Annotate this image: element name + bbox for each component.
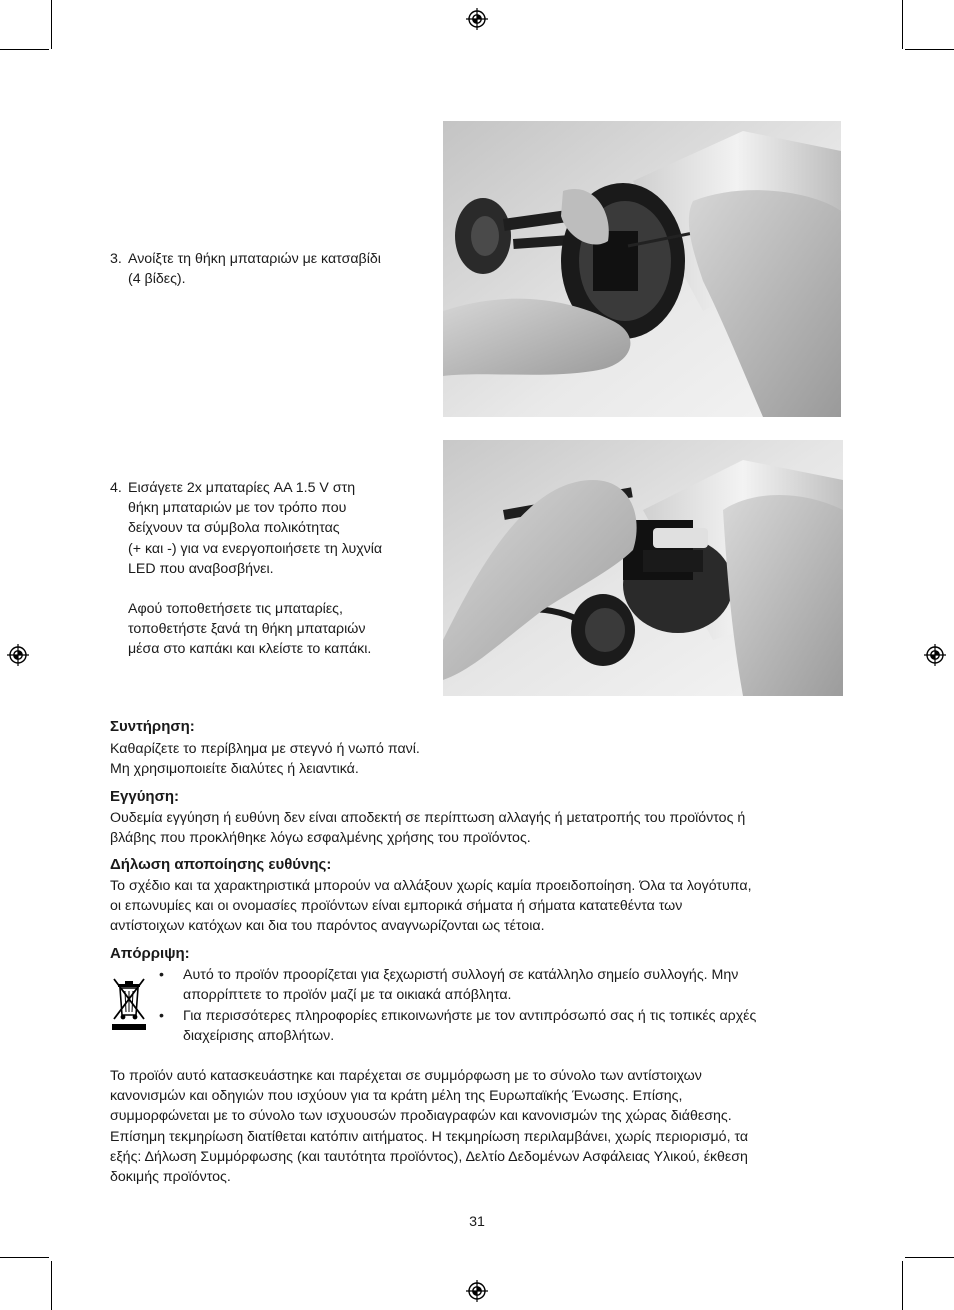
compliance-statement xyxy=(110,1066,850,1187)
registration-mark-icon xyxy=(7,644,29,666)
section-body-maintenance xyxy=(110,739,850,779)
step-3 xyxy=(110,249,430,293)
section-title-warranty: Εγγύηση: xyxy=(110,788,180,805)
list-item xyxy=(183,965,843,1005)
registration-mark-icon xyxy=(466,8,488,30)
list-item xyxy=(183,1006,843,1046)
step-text-line: θήκη μπαταριών με τον τρόπο που xyxy=(128,500,347,517)
text-line: Για περισσότερες πληροφορίες επικοινωνήστε με τον αντιπρόσωπό σας ή τις τοπικές αρχές xyxy=(183,1008,757,1024)
step-text-line: δείχνουν τα σύμβολα πολικότητας xyxy=(128,520,340,537)
text-line: Το προϊόν αυτό κατασκευάστηκε και παρέχεται σε συμμόρφωση με το σύνολο των αντίστοιχων xyxy=(110,1068,702,1084)
step-number: 4. xyxy=(110,480,122,496)
section-body-disclaimer xyxy=(110,876,850,937)
crop-mark xyxy=(0,49,49,50)
text-line: συμμορφώνεται με το σύνολο των ισχυουσών προδιαγραφών και κανονισμών της χώρας διάθεσης. xyxy=(110,1108,732,1125)
crop-mark xyxy=(0,1257,49,1258)
step-4 xyxy=(110,478,440,582)
text-line: δοκιμής προϊόντος. xyxy=(110,1169,231,1186)
registration-mark-icon xyxy=(466,1280,488,1302)
text-line: κανονισμών και οδηγιών που ισχύουν για τα κράτη μέλη της Ευρωπαϊκής Ένωσης. Επίσης, xyxy=(110,1088,683,1105)
note-line: τοποθετήστε ξανά τη θήκη μπαταριών xyxy=(128,621,366,638)
section-body-warranty xyxy=(110,808,850,848)
step-text-line: (4 βίδες). xyxy=(128,271,186,288)
crop-mark xyxy=(51,0,52,49)
section-title-disclaimer: Δήλωση αποποίησης ευθύνης: xyxy=(110,856,332,873)
page-number: 31 xyxy=(469,1214,485,1230)
note-line: μέσα στο καπάκι και κλείστε το καπάκι. xyxy=(128,641,372,658)
text-line: Αυτό το προϊόν προορίζεται για ξεχωριστή συλλογή σε κατάλληλο σημείο συλλογής. Μην xyxy=(183,967,739,983)
text-line: Μη χρησιμοποιείτε διαλύτες ή λειαντικά. xyxy=(110,761,359,778)
step-text-line: Εισάγετε 2x μπαταρίες AA 1.5 V στη xyxy=(128,480,356,496)
text-line: οι επωνυμίες και οι ονομασίες προϊόντων είναι εμπορικά σήματα ή σήματα κατατεθέντα των xyxy=(110,898,683,915)
step-text-line: (+ και -) για να ενεργοποιήσετε τη λυχνία xyxy=(128,540,383,557)
text-line: Το σχέδιο και τα χαρακτηριστικά μπορούν να αλλάξουν χωρίς καμία προειδοποίηση. Όλα τα λογότυπα, xyxy=(110,878,752,894)
bullet-marker: • xyxy=(159,1008,164,1024)
step-4-note xyxy=(128,599,448,661)
crop-mark xyxy=(902,1261,903,1310)
text-line: Καθαρίζετε το περίβλημα με στεγνό ή νωπό πανί. xyxy=(110,741,420,757)
text-line: απορρίπτετε το προϊόν μαζί με τα οικιακά απόβλητα. xyxy=(183,987,512,1004)
text-line: βλάβης που προκλήθηκε λόγω εσφαλμένης χρήσης του προϊόντος. xyxy=(110,830,531,847)
section-title-maintenance: Συντήρηση: xyxy=(110,718,195,735)
photo-open-battery-case xyxy=(443,121,841,417)
step-text-line: LED που αναβοσβήνει. xyxy=(128,560,274,577)
text-line: αντίστοιχων κατόχων και δια του παρόντος αναγνωρίζονται ως τέτοια. xyxy=(110,918,545,935)
bullet-marker: • xyxy=(159,967,164,983)
text-line: Ουδεμία εγγύηση ή ευθύνη δεν είναι αποδεκτή σε περίπτωση αλλαγής ή μετατροπής του προϊόντος ή xyxy=(110,810,746,826)
crop-mark xyxy=(902,0,903,49)
note-line: Αφού τοποθετήσετε τις μπαταρίες, xyxy=(128,601,343,617)
section-title-disposal: Απόρριψη: xyxy=(110,945,190,962)
registration-mark-icon xyxy=(924,644,946,666)
crop-mark xyxy=(905,49,954,50)
crop-mark xyxy=(905,1257,954,1258)
photo-insert-batteries xyxy=(443,440,843,696)
text-line: εξής: Δήλωση Συμμόρφωσης (και ταυτότητα προϊόντος), Δελτίο Δεδομένων Ασφάλειας Υλικού, έκθεση xyxy=(110,1148,748,1165)
text-line: διαχείρισης αποβλήτων. xyxy=(183,1028,335,1045)
step-number: 3. xyxy=(110,251,122,267)
crossed-out-wheelie-bin-icon xyxy=(110,975,148,1033)
crop-mark xyxy=(51,1261,52,1310)
step-text-line: Ανοίξτε τη θήκη μπαταριών με κατσαβίδι xyxy=(128,251,381,267)
text-line: Επίσημη τεκμηρίωση διατίθεται κατόπιν αιτήματος. Η τεκμηρίωση περιλαμβάνει, χωρίς περιορισμό, τα xyxy=(110,1128,749,1145)
